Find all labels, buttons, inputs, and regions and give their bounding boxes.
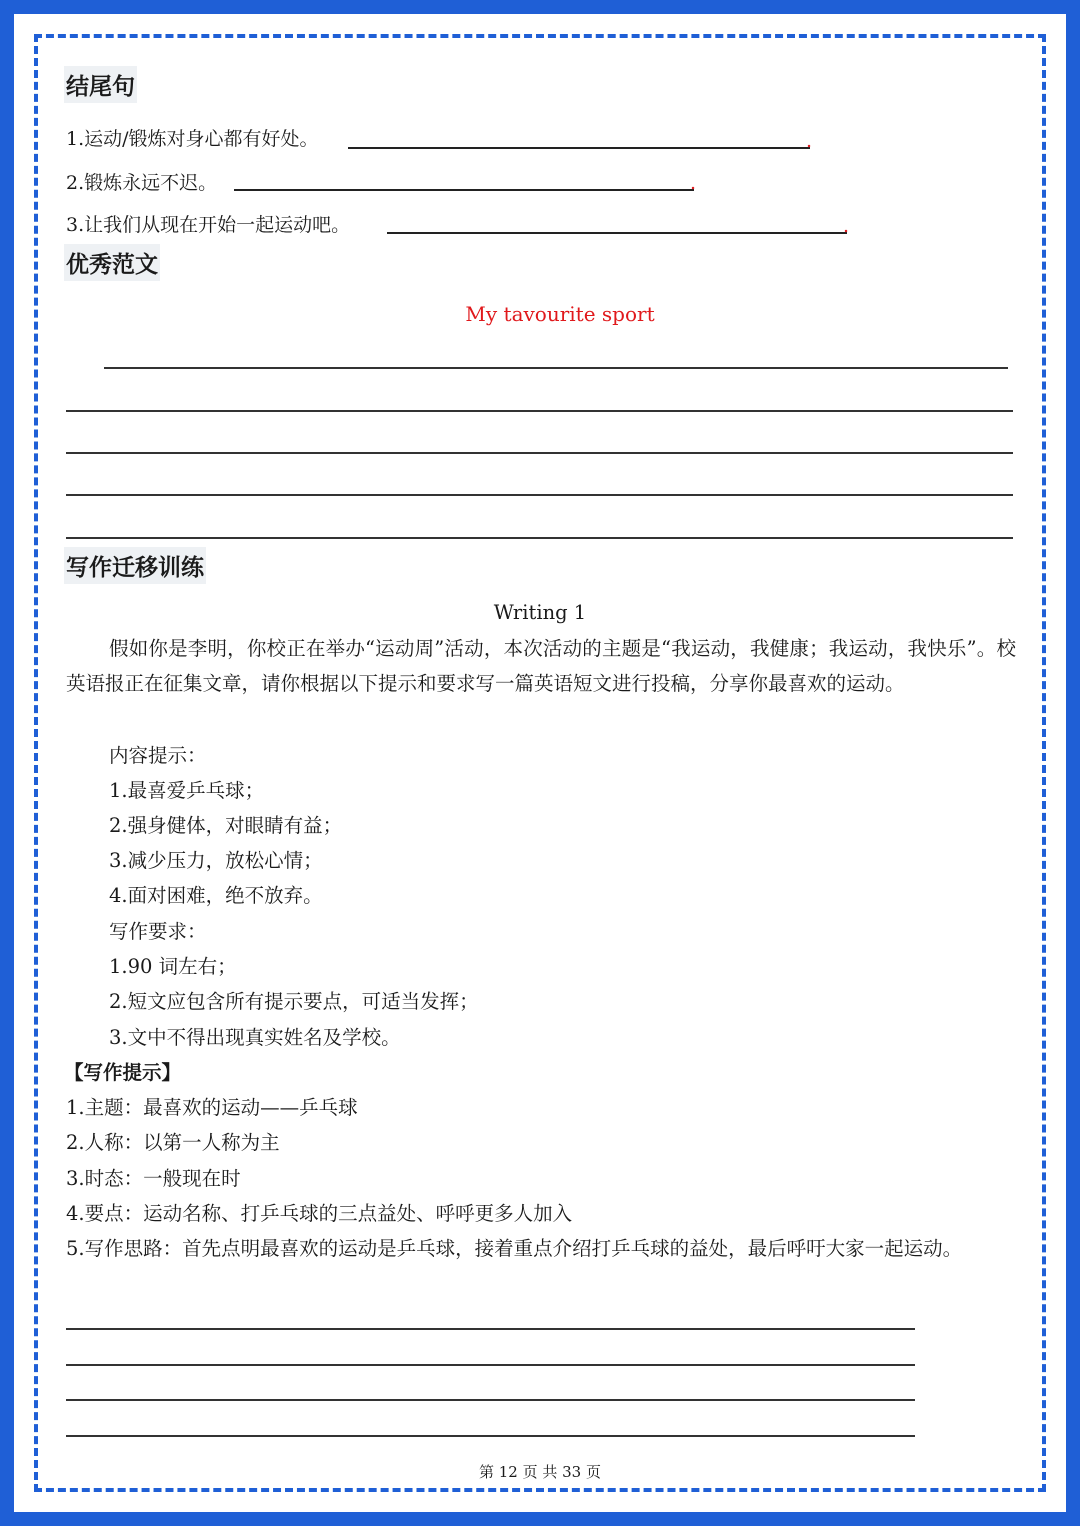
closing-blank-2[interactable] [234,189,694,191]
closing-blank-dot-1: . [806,130,813,152]
essay-line-4[interactable] [66,494,1013,496]
closing-item-1: 1.运动/锻炼对身心都有好处。 [66,128,319,150]
essay-line-2[interactable] [66,410,1013,412]
answer-line-1[interactable] [66,1328,915,1330]
page-number-footer: 第 12 页 共 33 页 [478,1463,601,1481]
closing-item-3: 3.让我们从现在开始一起运动吧。 [66,214,351,236]
essay-line-5[interactable] [66,537,1013,539]
essay-line-1[interactable] [104,367,1008,369]
requirements-label: 写作要求： [109,920,207,943]
requirement-item-2: 2.短文应包含所有提示要点，可适当发挥； [109,990,479,1013]
answer-line-2[interactable] [66,1364,915,1366]
model-essay-section-title: 优秀范文 [64,244,160,281]
transfer-section-title: 写作迁移训练 [64,547,206,584]
closing-blank-1[interactable] [348,147,810,149]
essay-title: My tavourite sport [465,302,655,326]
closing-item-2: 2.锻炼永远不迟。 [66,172,218,194]
tip-item-2: 2.人称：以第一人称为主 [66,1131,280,1154]
closing-section-title: 结尾句 [64,66,137,103]
requirement-item-3: 3.文中不得出现真实姓名及学校。 [109,1026,401,1049]
tip-item-3: 3.时态：一般现在时 [66,1167,241,1190]
answer-line-3[interactable] [66,1399,915,1401]
closing-blank-dot-3: . [843,215,850,237]
content-item-3: 3.减少压力，放松心情； [109,849,323,872]
closing-blank-dot-2: . [690,172,697,194]
writing-title: Writing 1 [493,601,587,624]
content-item-4: 4.面对困难，绝不放弃。 [109,884,323,907]
answer-line-4[interactable] [66,1435,915,1437]
tip-item-4: 4.要点：运动名称、打乒乓球的三点益处、呼呼更多人加入 [66,1202,573,1225]
tip-item-1: 1.主题：最喜欢的运动——乒乓球 [66,1096,358,1119]
content-item-2: 2.强身健体，对眼睛有益； [109,814,343,837]
writing-prompt: 假如你是李明，你校正在举办“运动周”活动，本次活动的主题是“我运动，我健康；我运动，我快乐”。校英语报正在征集文章，请你根据以下提示和要求写一篇英语短文进行投稿，分享你最喜欢的运动。 [66,637,1016,695]
tip-item-5: 5.写作思路：首先点明最喜欢的运动是乒乓球，接着重点介绍打乒乓球的益处，最后呼吁大家一起运动。 [66,1237,963,1260]
essay-line-3[interactable] [66,452,1013,454]
writing-tips-title: 【写作提示】 [64,1061,182,1084]
content-item-1: 1.最喜爱乒乓球； [109,779,265,802]
closing-blank-3[interactable] [387,232,847,234]
content-label: 内容提示： [109,744,207,767]
requirement-item-1: 1.90 词左右； [109,955,237,978]
